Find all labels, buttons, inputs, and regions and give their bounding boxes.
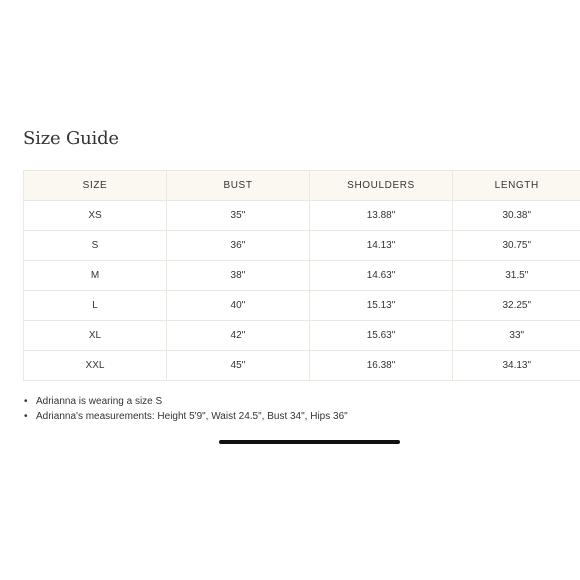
cell-bust: 45'' (167, 351, 310, 381)
cell-shoulders: 15.63" (310, 321, 453, 351)
column-header-bust: BUST (167, 171, 310, 201)
note-text: Adrianna's measurements: Height 5'9", Waist 24.5", Bust 34", Hips 36" (36, 411, 348, 422)
cell-bust: 40'' (167, 291, 310, 321)
model-notes-list (23, 394, 348, 424)
cell-size: L (24, 291, 167, 321)
cell-length: 33" (453, 321, 580, 351)
table-row (24, 201, 580, 231)
cell-shoulders: 16.38" (310, 351, 453, 381)
bullet-icon: • (24, 396, 28, 407)
table-row (24, 291, 580, 321)
size-chart-table (23, 170, 580, 381)
list-item (23, 394, 348, 409)
table-row (24, 231, 580, 261)
table-row (24, 261, 580, 291)
column-header-size: SIZE (24, 171, 167, 201)
bullet-icon: • (24, 411, 28, 422)
table-row (24, 321, 580, 351)
cell-shoulders: 14.13" (310, 231, 453, 261)
cell-length: 34.13" (453, 351, 580, 381)
cell-shoulders: 14.63" (310, 261, 453, 291)
column-header-length: LENGTH (453, 171, 580, 201)
cell-length: 30.38" (453, 201, 580, 231)
cell-size: XL (24, 321, 167, 351)
home-indicator-bar[interactable] (219, 440, 400, 444)
table-row (24, 351, 580, 381)
column-header-shoulders: SHOULDERS (310, 171, 453, 201)
cell-bust: 36'' (167, 231, 310, 261)
cell-bust: 42'' (167, 321, 310, 351)
cell-size: XS (24, 201, 167, 231)
cell-size: S (24, 231, 167, 261)
cell-length: 30.75" (453, 231, 580, 261)
cell-length: 32.25" (453, 291, 580, 321)
cell-shoulders: 13.88" (310, 201, 453, 231)
cell-bust: 38'' (167, 261, 310, 291)
cell-shoulders: 15.13" (310, 291, 453, 321)
cell-bust: 35'' (167, 201, 310, 231)
cell-size: M (24, 261, 167, 291)
cell-size: XXL (24, 351, 167, 381)
cell-length: 31.5" (453, 261, 580, 291)
list-item (23, 409, 348, 424)
table-header-row (24, 171, 580, 201)
note-text: Adrianna is wearing a size S (36, 396, 163, 407)
page-title: Size Guide (23, 128, 119, 149)
